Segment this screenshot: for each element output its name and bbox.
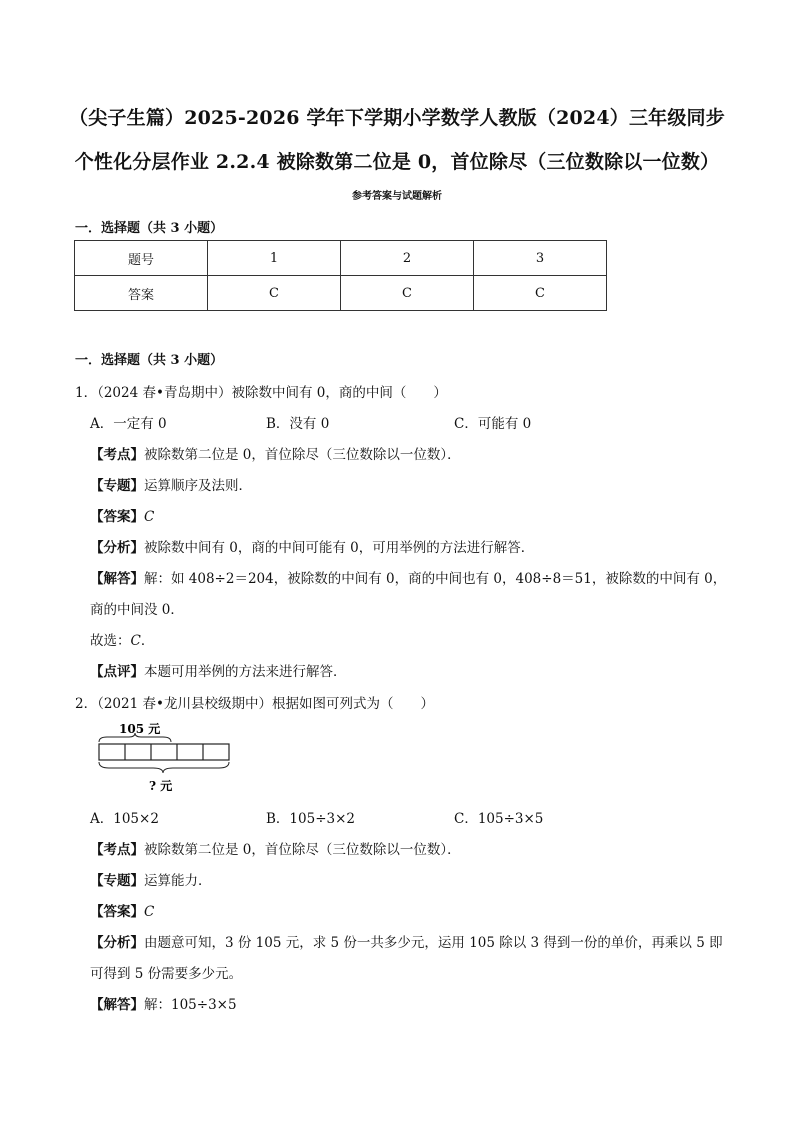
q2-zhuanti [90,869,212,889]
kaodian-text: 被除数第二位是 0，首位除尽（三位数除以一位数）． [144,842,461,858]
jieda-text: 解：105÷3×5 [144,997,237,1013]
q1-guxuan [90,629,154,649]
question-1-options [90,412,531,432]
option-a: A．一定有 0 [90,416,167,432]
option-a: A．105×2 [90,811,159,827]
q1-kaodian [90,443,461,463]
segment-bar [99,744,229,760]
fenxi-tag: 【分析】 [90,540,144,556]
guxuan-prefix: 故选： [90,633,131,649]
q1-dianping [90,660,347,680]
table-cell: 2 [341,241,474,276]
question-2-options [90,807,543,827]
q1-fenxi [90,536,534,556]
option-c: C．105÷3×5 [454,811,544,827]
option-c: C．可能有 0 [454,416,532,432]
zhuanti-tag: 【专题】 [90,873,144,889]
q1-jieda [90,567,726,587]
daan-tag: 【答案】 [90,904,144,920]
question-2-stem: 2．（2021 春•龙川县校级期中）根据如图可列式为（ ） [75,696,434,712]
dianping-text: 本题可用举例的方法来进行解答． [144,664,347,680]
section-heading-choice-detail: 一．选择题（共 3 小题） [75,353,224,368]
diagram-top-label: 105 元 [119,722,161,736]
jieda-tag: 【解答】 [90,571,144,587]
kaodian-tag: 【考点】 [90,842,144,858]
fenxi-text: 由题意可知，3 份 105 元，求 5 份一共多少元，运用 105 除以 3 得到一份的单价，再乘以 5 即 [144,935,723,951]
option-b: B．105÷3×2 [266,811,355,827]
q2-jieda [90,993,237,1013]
table-header-cell: 答案 [75,276,208,311]
table-row [75,241,607,276]
q2-fenxi [90,931,723,951]
jieda-text: 解：如 408÷2＝204，被除数的中间有 0，商的中间也有 0，408÷8＝51，被除数的中间有 0， [144,571,727,587]
fenxi-text: 被除数中间有 0，商的中间可能有 0，可用举例的方法进行解答． [144,540,535,556]
table-cell: 1 [208,241,341,276]
dianping-tag: 【点评】 [90,664,144,680]
q1-zhuanti [90,474,252,494]
section-heading-choice: 一．选择题（共 3 小题） [75,221,224,236]
kaodian-tag: 【考点】 [90,447,144,463]
zhuanti-tag: 【专题】 [90,478,144,494]
table-row [75,276,607,311]
segment-diagram [95,718,245,798]
q2-fenxi-cont: 可得到 5 份需要多少元。 [90,966,243,982]
guxuan-suffix: ． [140,633,155,649]
q2-kaodian [90,838,461,858]
table-cell: C [474,276,607,311]
table-header-cell: 题号 [75,241,208,276]
daan-text: C [144,509,155,525]
answer-analysis-subtitle: 参考答案与试题解析 [352,191,442,202]
fenxi-tag: 【分析】 [90,935,144,951]
zhuanti-text: 运算能力． [144,873,212,889]
table-cell: C [341,276,474,311]
document-title-line-2: 个性化分层作业 2.2.4 被除数第二位是 0，首位除尽（三位数除以一位数） [74,151,720,173]
answer-table [74,240,607,311]
q2-daan [90,900,154,920]
guxuan-answer: C [130,633,141,649]
table-cell: 3 [474,241,607,276]
daan-tag: 【答案】 [90,509,144,525]
document-title-line-1: （尖子生篇）2025-2026 学年下学期小学数学人教版（2024）三年级同步 [69,107,725,129]
q1-daan [90,505,154,525]
jieda-tag: 【解答】 [90,997,144,1013]
option-b: B．没有 0 [266,416,330,432]
kaodian-text: 被除数第二位是 0，首位除尽（三位数除以一位数）． [144,447,461,463]
daan-text: C [144,904,155,920]
q1-jieda-cont: 商的中间没 0． [90,602,184,618]
zhuanti-text: 运算顺序及法则． [144,478,252,494]
bottom-brace [99,762,229,773]
diagram-bottom-label: ? 元 [149,779,173,793]
table-cell: C [208,276,341,311]
question-1-stem: 1．（2024 春•青岛期中）被除数中间有 0，商的中间（ ） [75,385,447,401]
